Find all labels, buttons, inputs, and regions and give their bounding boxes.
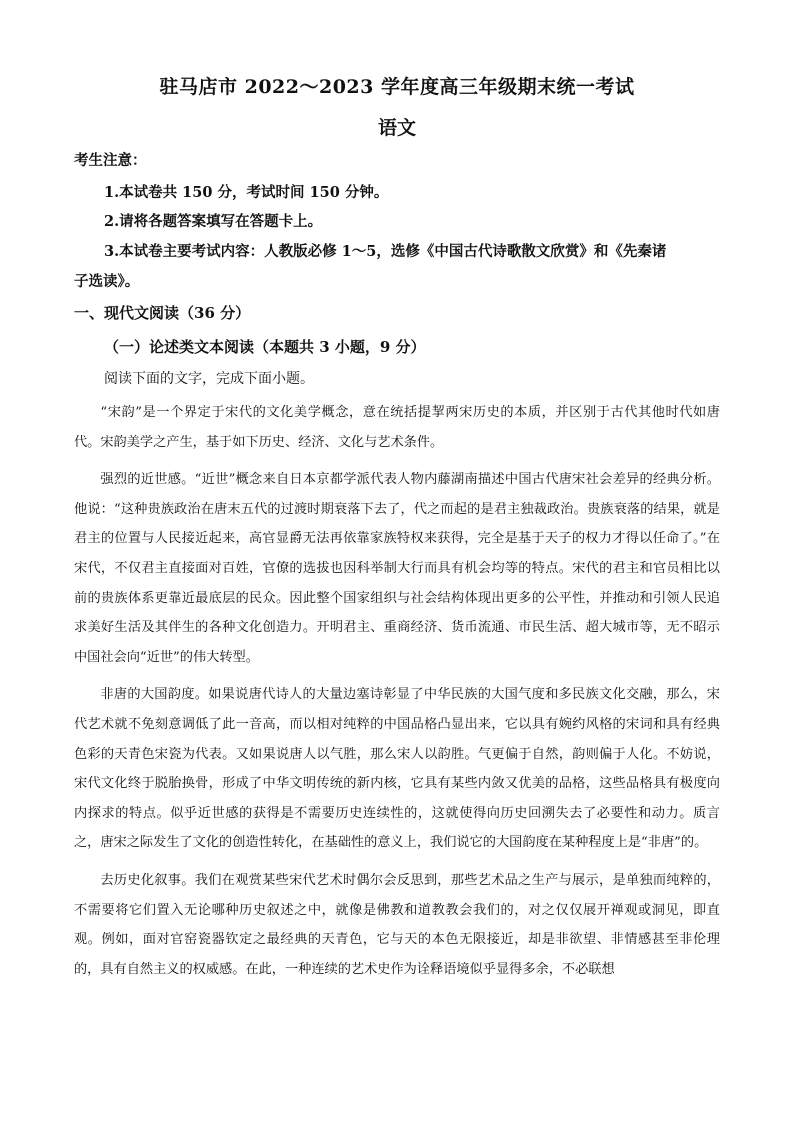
exam-subject: 语文 (377, 117, 416, 139)
notice-item-3-continued: 子选读》。 (74, 273, 140, 290)
notice-item-2: 2.请将各题答案填写在答题卡上。 (104, 213, 323, 230)
section-title: 一、现代文阅读（36 分） (74, 304, 251, 322)
notice-item-3: 3.本试卷主要考试内容：人教版必修 1～5，选修《中国古代诗歌散文欣赏》和《先秦诸 (104, 243, 667, 260)
exam-title: 驻马店市 2022～2023 学年度高三年级期末统一考试 (159, 76, 635, 98)
reading-passage (74, 398, 720, 984)
passage-paragraph: 去历史化叙事。我们在观赏某些宋代艺术时偶尔会反思到，那些艺术品之生产与展示，是单独而纯粹的，不需要将它们置入无论哪种历史叙述之中，就像是佛教和道教教会我们的，对之仅仅展开禅观或洞见，即直观。例如，面对官窑瓷器钦定之最经典的天青色，它与天的本色无限接近，却是非欲望、非情感甚至非伦理的，具有自然主义的权威感。在此，一种连续的艺术史作为诠释语境似乎显得多余，不必联想 (74, 872, 720, 977)
subsection-title: （一）论述类文本阅读（本题共 3 小题，9 分） (104, 338, 426, 356)
passage-paragraph: 强烈的近世感。“近世”概念来自日本京都学派代表人物内藤湖南描述中国古代唐宋社会差异的经典分析。他说：“这种贵族政治在唐末五代的过渡时期衰落下去了，代之而起的是君主独裁政治。贵族衰落的结果，就是君主的位置与人民接近起来，高官显爵无法再依靠家族特权来获得，完全是基于天子的权力才得以任命了。”在宋代，不仅君主直接面对百姓，官僚的选拔也因科举制大行而具有机会均等的特点。宋代的君主和官员相比以前的贵族体系更靠近最底层的民众。因此整个国家组织与社会结构体现出更多的公平性，并推动和引领人民追求美好生活及其伴生的各种文化创造力。开明君主、重商经济、货币流通、市民生活、超大城市等，无不昭示中国社会向“近世”的伟大转型。 (74, 472, 720, 665)
notice-heading: 考生注意： (74, 152, 147, 169)
notice-item-1: 1.本试卷共 150 分，考试时间 150 分钟。 (104, 184, 389, 201)
passage-paragraph: 非唐的大国韵度。如果说唐代诗人的大量边塞诗彰显了中华民族的大国气度和多民族文化交融，那么，宋代艺术就不免刻意调低了此一音高，而以相对纯粹的中国品格凸显出来，它以具有婉约风格的宋词和具有经典色彩的天青色宋瓷为代表。又如果说唐人以气胜，那么宋人以韵胜。气更偏于自然，韵则偏于人化。不妨说，宋代文化终于脱胎换骨，形成了中华文明传统的新内核，它具有某些内敛又优美的品格，这些品格具有极度向内探求的特点。似乎近世感的获得是不需要历史连续性的，这就使得向历史回溯失去了必要性和动力。质言之，唐宋之际发生了文化的创造性转化，在基础性的意义上，我们说它的大国韵度在某种程度上是“非唐”的。 (74, 687, 720, 851)
passage-paragraph: “宋韵”是一个界定于宋代的文化美学概念，意在统括提挈两宋历史的本质，并区别于古代其他时代如唐代。宋韵美学之产生，基于如下历史、经济、文化与艺术条件。 (74, 405, 720, 450)
reading-instruction: 阅读下面的文字，完成下面小题。 (104, 371, 314, 387)
